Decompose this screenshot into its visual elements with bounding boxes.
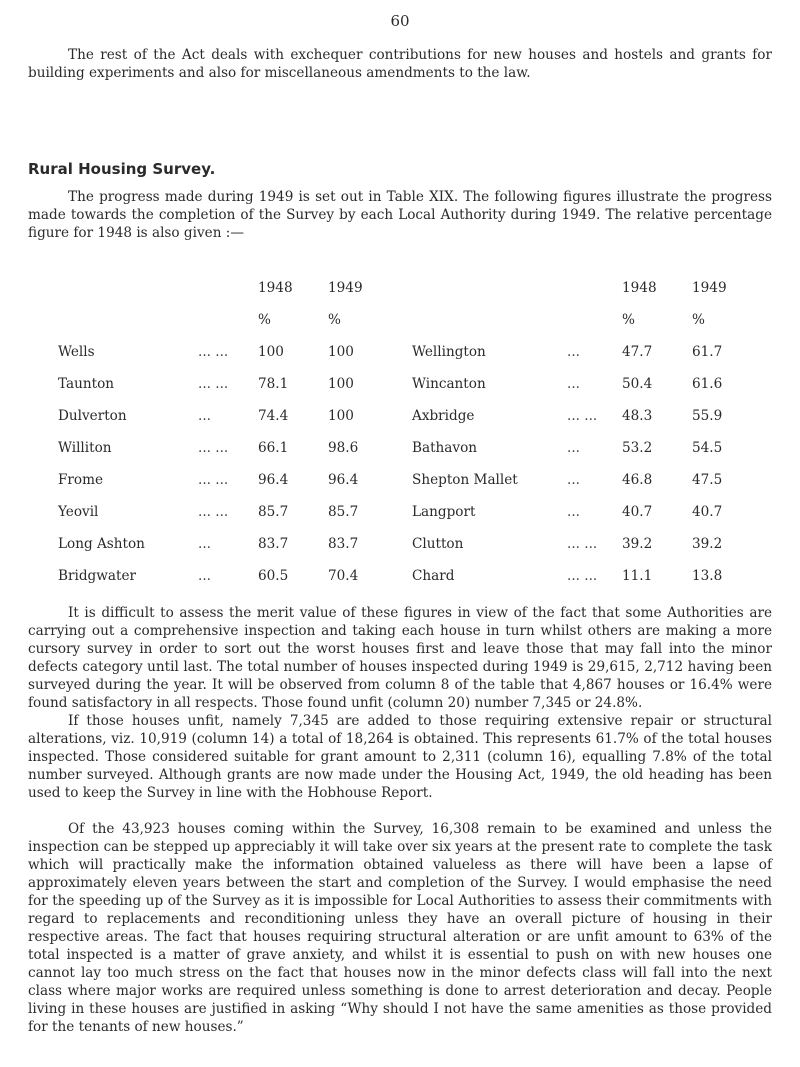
- leader-dots: ...: [567, 376, 580, 392]
- table-row: [58, 560, 398, 592]
- leader-dots: ... ...: [198, 344, 229, 360]
- value-1949: 70.4: [328, 568, 359, 584]
- leader-dots: ... ...: [198, 376, 229, 392]
- leader-dots: ...: [198, 536, 211, 552]
- value-1948: 85.7: [258, 504, 289, 520]
- authority-name: Yeovil: [58, 504, 99, 520]
- page-number: 60: [390, 12, 410, 30]
- unit-label: %: [328, 312, 341, 328]
- authority-name: Bridgwater: [58, 568, 136, 584]
- authority-name: Williton: [58, 440, 112, 456]
- authority-name: Axbridge: [412, 408, 475, 424]
- col-header-1948: 1948: [622, 280, 657, 296]
- leader-dots: ...: [567, 504, 580, 520]
- survey-intro-paragraph: The progress made during 1949 is set out in Table XIX. The following figures illustrate the progress made towards the completion of the Survey by each Local Authority during 1949. The relative percentage figure for 1948 is also given :—: [28, 189, 772, 241]
- intro-paragraph: The rest of the Act deals with exchequer contributions for new houses and hostels and grants for building experiments and also for miscellaneous amendments to the law.: [28, 47, 772, 81]
- leader-dots: ...: [198, 408, 211, 424]
- value-1948: 39.2: [622, 536, 653, 552]
- leader-dots: ...: [567, 344, 580, 360]
- col-header-1949: 1949: [328, 280, 363, 296]
- remaining-houses-paragraph: Of the 43,923 houses coming within the Survey, 16,308 remain to be examined and unless the inspection can be stepped up appreciably it will take over six years at the present rate to complete the task which will practically make the information obtained valueless as there will have been a lapse of approximately eleven years between the start and completion of the Survey. I would emphasise the need for the speeding up of the Survey as it is impossible for Local Authorities to assess their commitments with regard to replacements and reconditioning unless they have an overall picture of housing in their respective areas. The fact that houses requiring structural alteration or are unfit amount to 63% of the total inspected is a matter of grave anxiety, and whilst it is essential to push on with new houses one cannot lay too much stress on the fact that houses now in the minor defects class will fall into the next class where major works are required unless something is done to arrest deterioration and decay. People living in these houses are justified in asking “Why should I not have the same amenities as those provided for the tenants of new houses.”: [28, 821, 772, 1035]
- value-1948: 74.4: [258, 408, 289, 424]
- authority-name: Shepton Mallet: [412, 472, 518, 488]
- value-1949: 61.7: [692, 344, 723, 360]
- table-row: [58, 368, 398, 400]
- value-1948: 83.7: [258, 536, 289, 552]
- value-1949: 55.9: [692, 408, 723, 424]
- value-1949: 61.6: [692, 376, 723, 392]
- leader-dots: ...: [198, 568, 211, 584]
- value-1948: 78.1: [258, 376, 289, 392]
- value-1949: 100: [328, 376, 354, 392]
- leader-dots: ...: [567, 440, 580, 456]
- table-row: [58, 528, 398, 560]
- authority-name: Wells: [58, 344, 95, 360]
- value-1949: 100: [328, 408, 354, 424]
- merit-paragraph: It is difficult to assess the merit value of these figures in view of the fact that some Authorities are carrying out a comprehensive inspection and taking each house in turn whilst others are making a more cursory survey in order to sort out the worst houses first and leave those that may fall into the minor defects category until last. The total number of houses inspected during 1949 is 29,615, 2,712 having been surveyed during the year. It will be observed from column 8 of the table that 4,867 houses or 16.4% were found satisfactory in all respects. Those found unfit (column 20) number 7,345 or 24.8%.: [28, 605, 772, 711]
- value-1949: 83.7: [328, 536, 359, 552]
- table-row: [412, 336, 762, 368]
- table-row: [58, 400, 398, 432]
- value-1949: 47.5: [692, 472, 723, 488]
- table-row: [58, 432, 398, 464]
- value-1949: 85.7: [328, 504, 359, 520]
- value-1949: 100: [328, 344, 354, 360]
- value-1948: 46.8: [622, 472, 653, 488]
- leader-dots: ... ...: [198, 440, 229, 456]
- value-1948: 47.7: [622, 344, 653, 360]
- authority-name: Clutton: [412, 536, 464, 552]
- leader-dots: ... ...: [198, 504, 229, 520]
- col-header-1948: 1948: [258, 280, 293, 296]
- authority-name: Wincanton: [412, 376, 486, 392]
- leader-dots: ... ...: [567, 568, 598, 584]
- table-row: [58, 496, 398, 528]
- unit-label: %: [692, 312, 705, 328]
- authority-name: Taunton: [58, 376, 115, 392]
- table-row: [58, 336, 398, 368]
- section-heading: Rural Housing Survey.: [28, 160, 216, 178]
- value-1948: 53.2: [622, 440, 653, 456]
- value-1948: 60.5: [258, 568, 289, 584]
- unit-label: %: [258, 312, 271, 328]
- authority-name: Frome: [58, 472, 104, 488]
- value-1948: 100: [258, 344, 284, 360]
- value-1948: 11.1: [622, 568, 653, 584]
- col-header-1949: 1949: [692, 280, 727, 296]
- table-row: [58, 464, 398, 496]
- leader-dots: ...: [567, 472, 580, 488]
- value-1948: 40.7: [622, 504, 653, 520]
- authority-name: Dulverton: [58, 408, 127, 424]
- survey-table-right: [412, 272, 762, 592]
- survey-table-left: [58, 272, 398, 592]
- value-1948: 66.1: [258, 440, 289, 456]
- table-row: [412, 528, 762, 560]
- unit-label: %: [622, 312, 635, 328]
- value-1949: 39.2: [692, 536, 723, 552]
- value-1949: 98.6: [328, 440, 359, 456]
- leader-dots: ... ...: [567, 408, 598, 424]
- table-row: [412, 432, 762, 464]
- value-1948: 48.3: [622, 408, 653, 424]
- authority-name: Wellington: [412, 344, 486, 360]
- table-row: [412, 560, 762, 592]
- unfit-paragraph: If those houses unfit, namely 7,345 are added to those requiring extensive repair or structural alterations, viz. 10,919 (column 14) a total of 18,264 is obtained. This represents 61.7% of the total houses inspected. Those considered suitable for grant amount to 2,311 (column 16), equalling 7.8% of the total number surveyed. Although grants are now made under the Housing Act, 1949, the old heading has been used to keep the Survey in line with the Hobhouse Report.: [28, 713, 772, 801]
- leader-dots: ... ...: [198, 472, 229, 488]
- authority-name: Langport: [412, 504, 476, 520]
- value-1949: 13.8: [692, 568, 723, 584]
- table-row: [412, 496, 762, 528]
- table-row: [412, 464, 762, 496]
- table-row: [412, 368, 762, 400]
- value-1948: 96.4: [258, 472, 289, 488]
- value-1949: 40.7: [692, 504, 723, 520]
- value-1949: 96.4: [328, 472, 359, 488]
- authority-name: Bathavon: [412, 440, 478, 456]
- value-1949: 54.5: [692, 440, 723, 456]
- authority-name: Long Ashton: [58, 536, 145, 552]
- value-1948: 50.4: [622, 376, 653, 392]
- authority-name: Chard: [412, 568, 455, 584]
- leader-dots: ... ...: [567, 536, 598, 552]
- table-row: [412, 400, 762, 432]
